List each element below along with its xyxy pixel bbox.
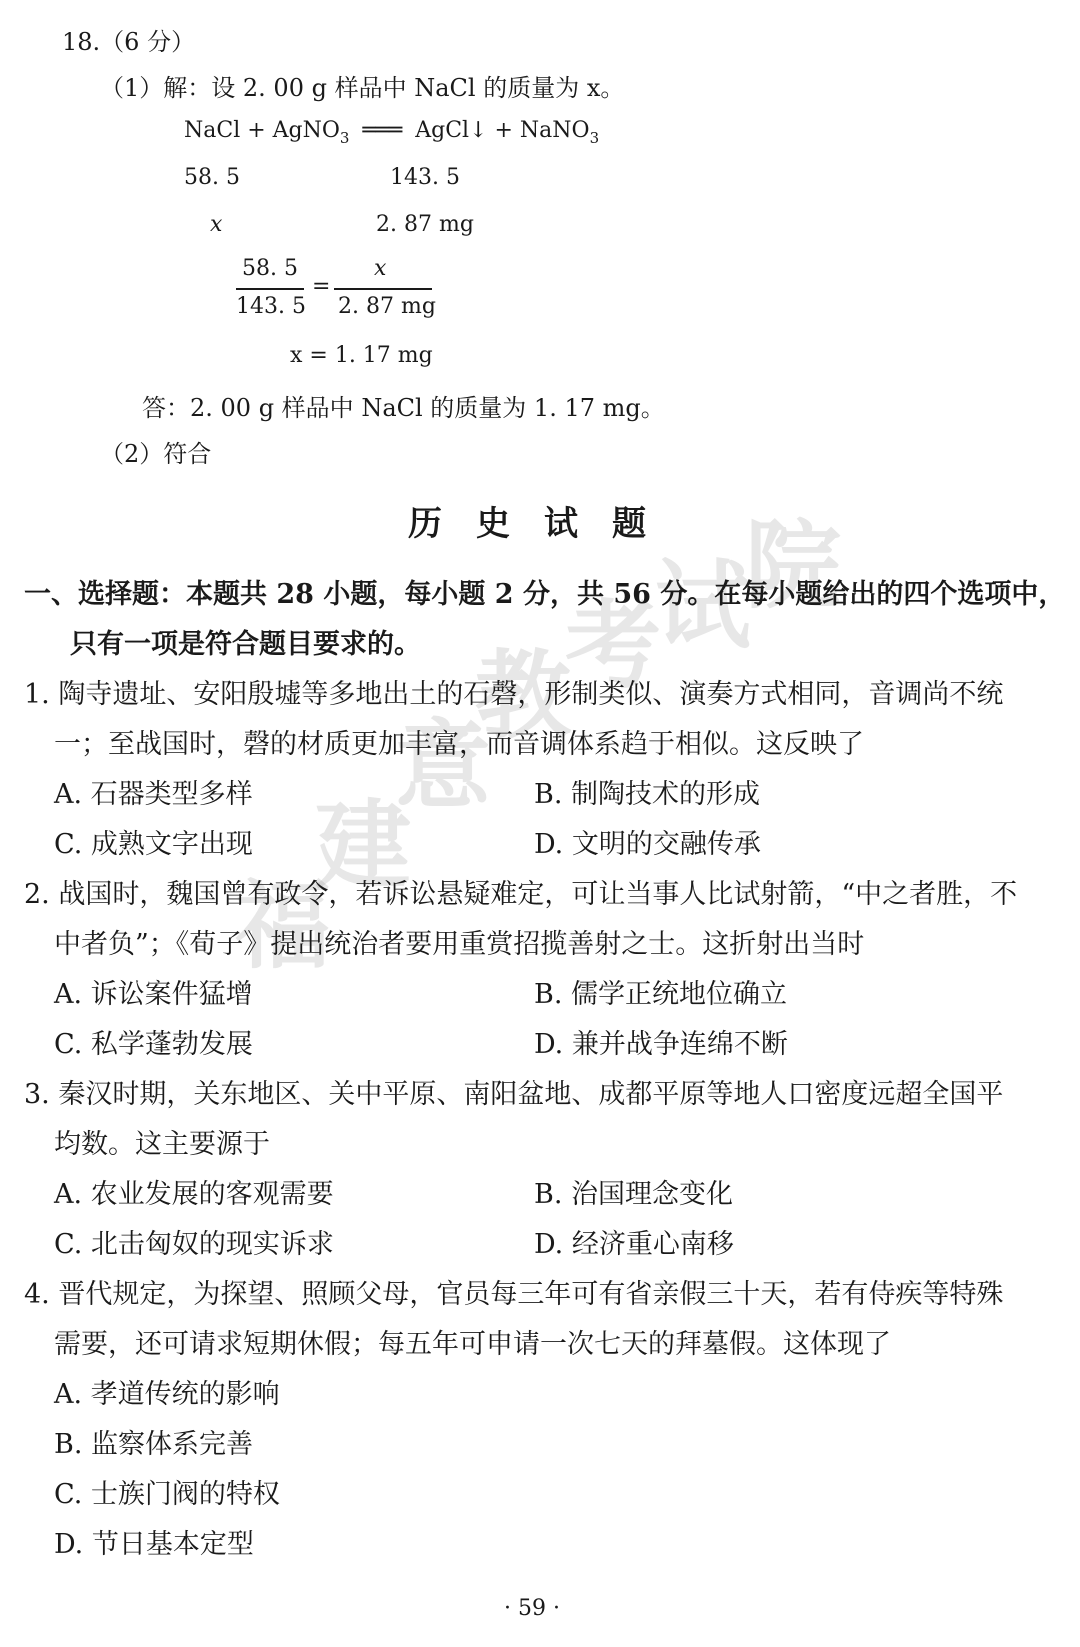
- fraction-num-right: x: [374, 256, 387, 281]
- answer-line: 答：2. 00 g 样品中 NaCl 的质量为 1. 17 mg。: [142, 394, 665, 422]
- unknown-right: 2. 87 mg: [376, 212, 474, 237]
- question-1-option-d: D. 文明的交融传承: [534, 829, 761, 860]
- q18-heading: 18.（6 分）: [62, 28, 196, 56]
- question-3-line1: 3. 秦汉时期，关东地区、关中平原、南阳盆地、成都平原等地人口密度远超全国平: [24, 1079, 1004, 1110]
- result-line: x = 1. 17 mg: [290, 343, 433, 368]
- watermark-char: 教: [475, 640, 571, 752]
- question-1-line2: 一；至战国时，磬的材质更加丰富，而音调体系趋于相似。这反映了: [54, 729, 864, 760]
- equation-arrow: ═══: [362, 118, 403, 143]
- page-number: · 59 ·: [504, 1596, 560, 1621]
- question-1-option-b: B. 制陶技术的形成: [534, 779, 761, 810]
- chemical-equation: [184, 118, 599, 147]
- question-1-option-c: C. 成熟文字出现: [54, 829, 253, 860]
- question-4-option-d: D. 节日基本定型: [54, 1529, 254, 1560]
- section-instruction-line1: 一、选择题：本题共 28 小题，每小题 2 分，共 56 分。在每小题给出的四个选项中，: [24, 579, 1066, 610]
- fraction-bar-left: [236, 288, 304, 290]
- fraction-equals: =: [312, 274, 331, 299]
- fraction-den-left: 143. 5: [236, 294, 306, 319]
- watermark-char: 试: [655, 550, 751, 662]
- question-3-line2: 均数。这主要源于: [54, 1129, 270, 1160]
- q18-part1-intro: （1）解：设 2. 00 g 样品中 NaCl 的质量为 x。: [100, 74, 625, 102]
- fraction-num-left: 58. 5: [242, 256, 298, 281]
- question-4-line1: 4. 晋代规定，为探望、照顾父母，官员每三年可有省亲假三十天，若有侍疾等特殊: [24, 1279, 1004, 1310]
- molar-mass-right: 143. 5: [390, 165, 460, 190]
- question-4-line2: 需要，还可请求短期休假；每五年可申请一次七天的拜墓假。这体现了: [54, 1329, 891, 1360]
- question-2-line2: 中者负”；《荀子》提出统治者要用重赏招揽善射之士。这折射出当时: [54, 929, 865, 960]
- equation-left: NaCl + AgNO: [184, 118, 340, 143]
- equation-right-sub: 3: [589, 129, 600, 147]
- watermark-char: 福: [235, 870, 331, 982]
- question-1-line1: 1. 陶寺遗址、安阳殷墟等多地出土的石磬，形制类似、演奏方式相同，音调尚不统: [24, 679, 1004, 710]
- question-3-option-b: B. 治国理念变化: [534, 1179, 734, 1210]
- watermark-char: 意: [395, 710, 491, 822]
- question-2-option-c: C. 私学蓬勃发展: [54, 1029, 253, 1060]
- molar-mass-left: 58. 5: [184, 165, 240, 190]
- question-4-option-c: C. 士族门阀的特权: [54, 1479, 280, 1510]
- q18-part2: （2）符合: [100, 440, 212, 468]
- unknown-left: x: [210, 212, 223, 237]
- watermark-char: 建: [315, 790, 411, 902]
- fraction-den-right: 2. 87 mg: [338, 294, 436, 319]
- equation-left-sub: 3: [339, 129, 350, 147]
- page-title: 历史试题: [408, 504, 680, 544]
- question-2-line1: 2. 战国时，魏国曾有政令，若诉讼悬疑难定，可让当事人比试射箭，“中之者胜，不: [24, 879, 1018, 910]
- question-2-option-a: A. 诉讼案件猛增: [54, 979, 253, 1010]
- question-3-option-c: C. 北击匈奴的现实诉求: [54, 1229, 334, 1260]
- question-2-option-d: D. 兼并战争连绵不断: [534, 1029, 788, 1060]
- question-3-option-d: D. 经济重心南移: [534, 1229, 734, 1260]
- watermark-char: 院: [745, 510, 841, 622]
- question-2-option-b: B. 儒学正统地位确立: [534, 979, 788, 1010]
- section-instruction-line2: 只有一项是符合题目要求的。: [70, 629, 421, 660]
- question-1-option-a: A. 石器类型多样: [54, 779, 253, 810]
- question-4-option-b: B. 监察体系完善: [54, 1429, 254, 1460]
- equation-right: AgCl↓ + NaNO: [415, 118, 590, 143]
- question-3-option-a: A. 农业发展的客观需要: [54, 1179, 334, 1210]
- fraction-bar-right: [334, 288, 432, 290]
- question-4-option-a: A. 孝道传统的影响: [54, 1379, 280, 1410]
- watermark-char: 考: [565, 590, 661, 702]
